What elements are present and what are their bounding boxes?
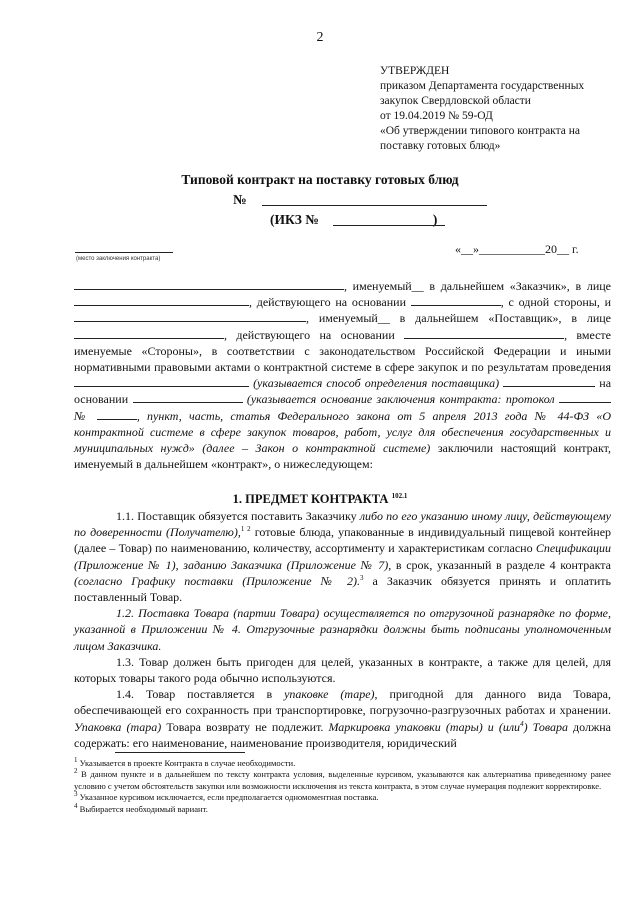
protocol-blank [559, 392, 611, 403]
contract-date: «__»___________20__ г. [455, 242, 579, 256]
place-caption: (место заключения контракта) [76, 256, 161, 262]
supplier-basis-blank [404, 328, 564, 339]
footnote-separator [115, 752, 245, 753]
approval-line: поставку готовых блюд» [380, 140, 501, 152]
footnote: $^4$ Выбирается необходимый вариант. [74, 801, 208, 814]
footnote: $^2$ В данном пункте и в дальнейшем по тексту контракта условия, выделенные курсивом, указываются как альтернатива приведенному ранее условию с учетом обстоятельств закупки или возможности исключения из текста контракта, в этом случае нумерация подлежит корректировке. [74, 767, 611, 791]
document-title: Типовой контракт на поставку готовых блюд [181, 172, 459, 187]
approval-line: УТВЕРЖДЕН [380, 65, 450, 77]
clause-1-3: 1.3. Товар должен быть пригоден для целей, указанных в контракте, а также для целей, для которых товары такого рода обычно используются. [74, 654, 611, 686]
preamble [74, 278, 611, 472]
footnote: $^1$ Указывается в проекте Контракта в случае необходимости. [74, 756, 296, 768]
supplier-blank [74, 311, 306, 322]
section-body [74, 508, 611, 751]
supplier-rep-blank [74, 328, 224, 339]
preamble-paragraph: , именуемый__ в дальнейшем «Заказчик», в лице , действующего на основании , с одной стороны, и , именуемый__ в дальнейшем «Поставщик», в лице , действующего на основании , вместе именуемые «Стороны», в соответствии с законодательством Российской Федерации и иными нормативными правовыми актами о контрактной системе в сфере закупок и по результатам проведения (указывается способ определения поставщика) на основании (указывается основание заключения контракта: протокол № , пункт, часть, статья Федерального закона от 5 апреля 2013 года № 44-ФЗ «О контрактной системе в сфере закупок товаров, работ, услуг для обеспечения государственных и муниципальных нужд» (далее – Закон о контрактной системе) заключили настоящий контракт, именуемый в дальнейшем «контракт», о нижеследующем: [74, 279, 612, 472]
place-blank [75, 252, 173, 253]
clause-1-4: 1.4. Товар поставляется в упаковке (таре), пригодной для данного вида Товара, обеспечивающей его сохранность при транспортировке, погрузочно-разгрузочных работах и хранении. Упаковка (тара) Товара возврату не подлежит. Маркировка упаковки (тары) и (или$^4$) Товара должна содержать: его наименование, наименование производителя, юридический [74, 687, 611, 750]
customer-basis-blank [411, 295, 501, 306]
basis-doc-blank [133, 392, 243, 403]
approval-line: закупок Свердловской области [380, 95, 531, 107]
basis-blank [503, 376, 595, 387]
clause-1-2: 1.2. Поставка Товара (партии Товара) осуществляется по отгрузочной разнарядке по форме, указанной в Приложении № 4. Отгрузочные разнарядки должны быть подписаны уполномоченным лицом Заказчика. [74, 606, 611, 653]
footnotes [74, 758, 611, 815]
contract-number-label: № [233, 192, 247, 207]
customer-blank [74, 279, 344, 290]
approval-line: «Об утверждении типового контракта на [380, 125, 581, 137]
approval-line: от 19.04.2019 № 59-ОД [380, 110, 493, 122]
clause-1-1: 1.1. Поставщик обязуется поставить Заказчику либо по его указанию иному лицу, действующему по доверенности (Получателю),$^{1 2}$ готовые блюда, упакованные в индивидуальный пищевой контейнер (далее – Товар) по наименованию, количеству, ассортименту и характеристикам согласно Спецификации (Приложение № 1), заданию Заказчика (Приложение № 7), в срок, указанный в разделе 4 контракта (согласно Графику поставки (Приложение № 2).$^3$ а Заказчик обязуется принять и оплатить поставленный Товар. [74, 509, 612, 605]
protocol-number-blank [97, 409, 137, 420]
procedure-blank [74, 376, 249, 387]
section-heading: 1. ПРЕДМЕТ КОНТРАКТА $^{102.1}$ [232, 491, 408, 506]
customer-rep-blank [74, 295, 249, 306]
contract-number-blank [262, 205, 487, 206]
approval-stamp [380, 64, 630, 154]
ikz-blank [333, 225, 445, 226]
footnote: $^3$ Указанное курсивом исключается, если предполагается одномоментная поставка. [74, 790, 379, 803]
ikz-label: (ИКЗ № ) [270, 212, 438, 227]
page-number: 2 [316, 30, 324, 45]
approval-line: приказом Департамента государственных [380, 80, 585, 92]
